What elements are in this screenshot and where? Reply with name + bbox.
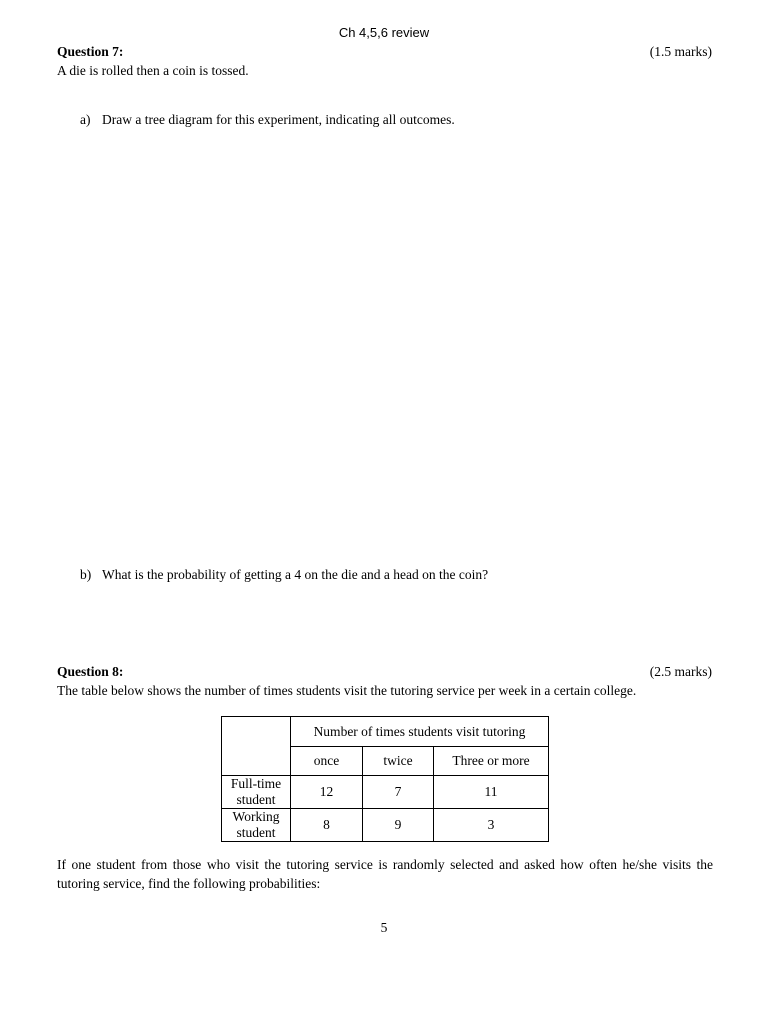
table-cell: 7 (363, 776, 434, 809)
question-7a-label: a) (80, 112, 91, 127)
column-header-once: once (291, 747, 363, 776)
table-row (222, 809, 549, 842)
page-number: 5 (380, 920, 388, 935)
question-7-marks: (1.5 marks) (649, 44, 712, 59)
question-8-marks: (2.5 marks) (649, 664, 712, 679)
page-header: Ch 4,5,6 review (338, 25, 430, 40)
row-label-line2: student (236, 792, 276, 807)
row-label-line1: Full-time (230, 776, 282, 791)
table-cell: 8 (291, 809, 363, 842)
question-8-intro: The table below shows the number of times students visit the tutoring service per week in a certain college. (57, 683, 637, 698)
question-7-intro: A die is rolled then a coin is tossed. (57, 63, 249, 78)
row-label-working (222, 809, 291, 842)
tutoring-table (221, 716, 549, 842)
table-row (222, 776, 549, 809)
row-label-line2: student (236, 825, 276, 840)
question-8-title: Question 8: (57, 664, 124, 679)
table-cell: 12 (291, 776, 363, 809)
question-7a-text: Draw a tree diagram for this experiment, indicating all outcomes. (102, 112, 455, 127)
question-7-title: Question 7: (57, 44, 124, 59)
row-label-full-time (222, 776, 291, 809)
column-header-twice: twice (363, 747, 434, 776)
row-label-line1: Working (232, 809, 280, 824)
table-cell: 9 (363, 809, 434, 842)
question-7b-text: What is the probability of getting a 4 on the die and a head on the coin? (102, 567, 489, 582)
table-group-header: Number of times students visit tutoring (291, 717, 549, 747)
table-cell: 3 (434, 809, 549, 842)
question-8-followup: If one student from those who visit the tutoring service is randomly selected and asked how often he/she visits the tutoring service, find the following probabilities: (57, 857, 713, 891)
question-7b-label: b) (80, 567, 92, 582)
table-corner-cell (222, 717, 291, 776)
column-header-three-or-more: Three or more (434, 747, 549, 776)
table-cell: 11 (434, 776, 549, 809)
